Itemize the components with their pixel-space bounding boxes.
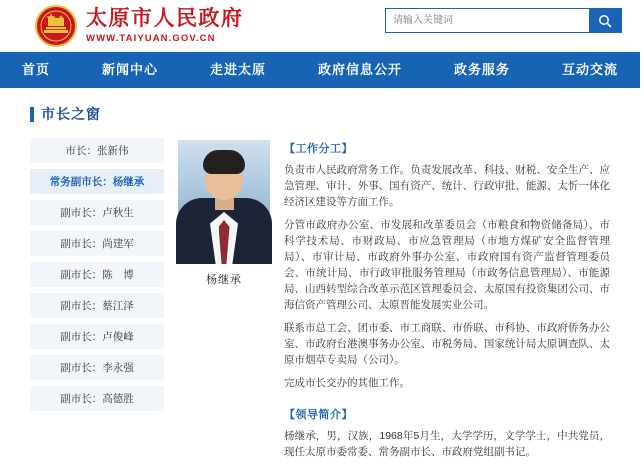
list-item[interactable]: 副市长：李永强: [30, 355, 164, 380]
nav-item-disclosure[interactable]: 政府信息公开: [318, 62, 403, 77]
list-item[interactable]: 副市长：蔡江泽: [30, 293, 164, 318]
list-item[interactable]: 副市长：卢俊峰: [30, 324, 164, 349]
nav-item-news[interactable]: 新闻中心: [101, 62, 158, 77]
list-item[interactable]: 副市长：陈 博: [30, 262, 164, 287]
leader-portrait: [178, 140, 270, 264]
search-icon: [598, 14, 612, 28]
site-brand[interactable]: [34, 4, 244, 48]
profile-photo-block: [178, 138, 270, 287]
list-item[interactable]: 市长：张新伟: [30, 138, 164, 163]
title-accent-bar: [30, 107, 34, 122]
main-content: [0, 88, 640, 467]
biography-heading: 【领导简介】: [284, 409, 353, 421]
page-title: [30, 104, 610, 124]
search-button[interactable]: [589, 9, 621, 32]
national-emblem-icon: [34, 4, 78, 48]
search-input[interactable]: [386, 9, 589, 32]
nav-item-home[interactable]: 首页: [21, 62, 50, 77]
nav-item-about[interactable]: 走进太原: [209, 62, 266, 77]
list-item[interactable]: 常务副市长：杨继承: [30, 169, 164, 194]
site-url: WWW.TAIYUAN.GOV.CN: [86, 33, 216, 45]
site-title: 太原市人民政府: [86, 6, 244, 31]
paragraph: 负责市人民政府常务工作。负责发展改革、科技、财税、安全生产、应急管理、审计、外事、国有资产、统计、行政审批、能源、太忻一体化经济区建设等方面工作。: [284, 164, 610, 208]
nav-item-interaction[interactable]: 互动交流: [562, 62, 619, 77]
paragraph: 分管市政府办公室、市发展和改革委员会（市粮食和物资储备局）、市科学技术局、市财政局、市应急管理局（市地方煤矿安全监督管理局）、市审计局、市政府外事办公室、市政府国有资产监督管理委员会、市统计局、市行政审批服务管理局（市政务信息管理局）、市能源局、山西转型综合改革示范区管理委员会、太原国有投资集团公司、市海信资产管理公司、太原晋能发展实业公司。: [284, 219, 610, 311]
paragraph: 联系市总工会、团市委、市工商联、市侨联、市科协、市政府侨务办公室、市政府台港澳事务办公室、市税务局、国家统计局太原调查队、太原市烟草专卖局（公司）。: [284, 322, 610, 366]
profile-text: [284, 138, 610, 467]
search-box[interactable]: [385, 8, 622, 33]
paragraph: 杨继承，男，汉族，1968年5月生，大学学历，文学学士，中共党员，现任太原市委常委、常务副市长、市政府党组副书记。: [284, 430, 610, 458]
list-item[interactable]: 副市长：高德胜: [30, 386, 164, 411]
leader-name: 杨继承: [206, 274, 242, 286]
list-item[interactable]: 副市长：尚建军: [30, 231, 164, 256]
leader-list: [30, 138, 164, 417]
section-label: 市长之窗: [41, 106, 101, 122]
list-item[interactable]: 副市长：卢秋生: [30, 200, 164, 225]
main-nav: [0, 52, 640, 88]
paragraph: 完成市长交办的其他工作。: [284, 377, 410, 389]
site-header: [0, 0, 640, 52]
nav-item-services[interactable]: 政务服务: [454, 62, 511, 77]
work-division-heading: 【工作分工】: [284, 143, 353, 155]
